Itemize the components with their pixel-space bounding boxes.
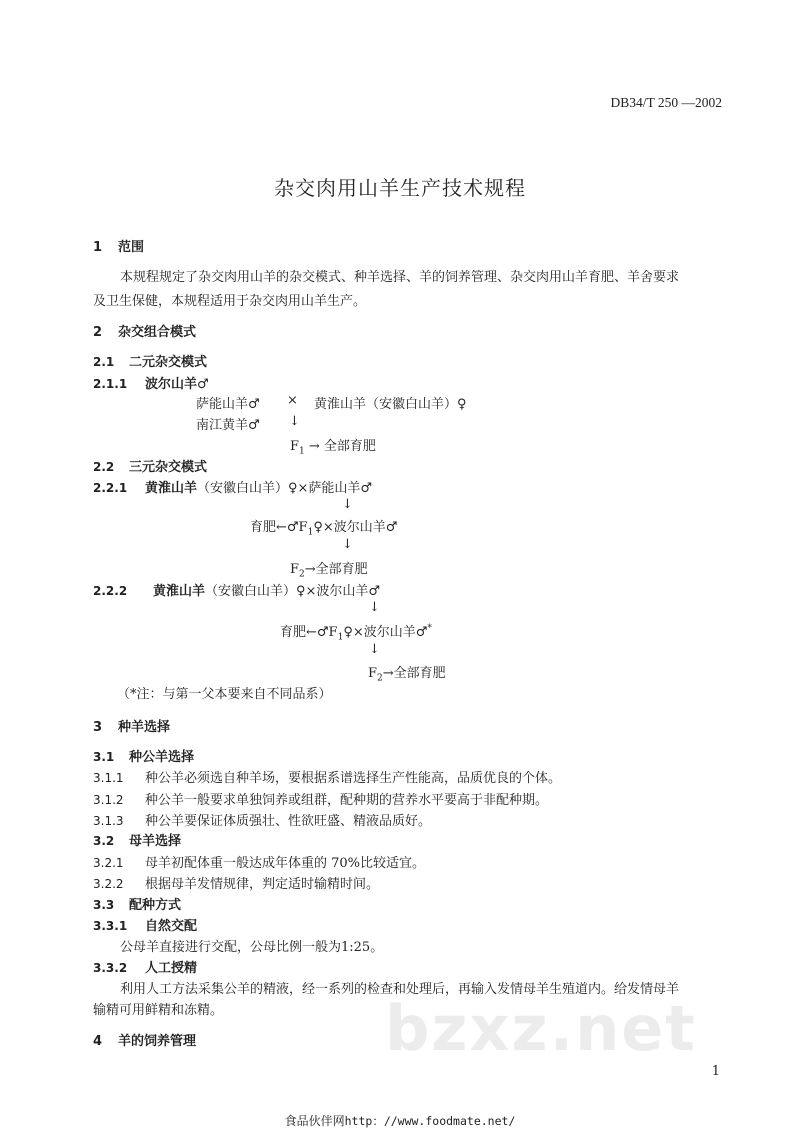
generation-subscript: 1 (299, 446, 305, 457)
subsection-title: 人工授精 (145, 961, 198, 976)
footnote-marker: * (427, 623, 432, 634)
clause-text: 母羊初配体重一般达成年体重的 70%比较适宜。 (145, 856, 426, 871)
generation-subscript: 1 (307, 527, 314, 538)
section-title: 种羊选择 (118, 720, 171, 735)
subsection-title: 母羊选择 (129, 834, 182, 849)
subsection-title: 波尔山羊♂ (145, 377, 209, 392)
section-number: 2 (93, 325, 103, 340)
generation-label: F (290, 562, 300, 577)
subsection-number: 2.2.2 (93, 584, 128, 598)
clause-3-1-3 (93, 810, 431, 829)
subsection-title: 配种方式 (129, 898, 182, 913)
subsection-3-3-2-heading (93, 957, 197, 976)
paragraph-line: 输精可用鲜精和冻精。 (93, 1003, 224, 1018)
down-arrow-icon: ↓ (342, 537, 353, 552)
footer (0, 1112, 800, 1129)
clause-3-2-2 (93, 873, 379, 892)
down-arrow-icon: ↓ (369, 600, 380, 615)
cross-text: ♀×波尔山羊♂ (313, 520, 398, 535)
clause-number: 3.2.1 (93, 856, 124, 870)
paragraph-line: 公母羊直接进行交配，公母比例一般为1:25。 (120, 940, 384, 955)
f1-result (290, 435, 376, 457)
subsection-number: 2.1.1 (93, 377, 128, 391)
footer-url[interactable]: http：//www.foodmate.net/ (344, 1114, 516, 1128)
standard-number: DB34/T 250 —2002 (610, 95, 722, 110)
clause-text: 根据母羊发情规律，判定适时输精时间。 (145, 877, 380, 892)
down-arrow-icon: ↓ (369, 642, 380, 657)
clause-3-1-2 (93, 789, 548, 808)
section-number: 4 (93, 1034, 103, 1049)
f1-cross (280, 621, 432, 643)
subsection-title: 二元杂交模式 (129, 355, 208, 370)
page-number: 1 (711, 1064, 720, 1079)
result-text: →全部育肥 (304, 562, 368, 577)
clause-number: 3.1.1 (93, 771, 124, 785)
breed-huanghuai: 黄淮山羊（安徽白山羊）♀ (314, 397, 467, 412)
generation-subscript: 1 (337, 632, 344, 643)
section-title: 杂交组合模式 (118, 325, 197, 340)
section-4-heading (93, 1030, 196, 1049)
section-3-heading (93, 716, 170, 735)
clause-number: 3.1.2 (93, 793, 124, 807)
cross-text: 育肥←♂F (280, 625, 338, 640)
subsection-3-3-heading (93, 894, 181, 913)
subsection-title-bold: 黄淮山羊 (145, 481, 198, 496)
subsection-2-1-1-heading (93, 373, 209, 392)
generation-subscript: 2 (299, 569, 305, 580)
clause-3-1-1 (93, 767, 561, 786)
subsection-3-3-1-heading (93, 915, 197, 934)
paragraph-line: 利用人工方法采集公羊的精液，经一系列的检查和处理后，再输入发情母羊生殖道内。给发情母羊 (120, 982, 680, 997)
subsection-number: 3.3.1 (93, 919, 128, 933)
section-title: 羊的饲养管理 (118, 1034, 197, 1049)
subsection-2-2-heading (93, 456, 207, 475)
section-number: 1 (93, 240, 103, 255)
section-number: 3 (93, 720, 103, 735)
subsection-title: 种公羊选择 (129, 750, 195, 765)
clause-text: 种公羊一般要求单独饲养或组群，配种期的营养水平要高于非配种期。 (145, 793, 549, 808)
subsection-title-rest: （安徽白山羊）♀×萨能山羊♂ (197, 481, 373, 496)
subsection-title-rest: （安徽白山羊）♀×波尔山羊♂ (205, 584, 381, 599)
subsection-3-2-heading (93, 830, 181, 849)
down-arrow-icon: ↓ (289, 414, 300, 429)
generation-label: F (290, 439, 300, 454)
clause-text: 种公羊要保证体质强壮、性欲旺盛、精液品质好。 (145, 814, 432, 829)
generation-subscript: 2 (377, 673, 383, 684)
subsection-3-1-heading (93, 746, 194, 765)
f2-result (290, 558, 368, 580)
subsection-title: 自然交配 (145, 919, 198, 934)
section-title: 范围 (118, 240, 145, 255)
document-title: 杂交肉用山羊生产技术规程 (274, 176, 526, 200)
f1-cross (250, 516, 397, 538)
clause-number: 3.2.2 (93, 877, 124, 891)
down-arrow-icon: ↓ (342, 497, 353, 512)
subsection-number: 2.2.1 (93, 481, 128, 495)
cross-text: 育肥←♂F (250, 520, 308, 535)
result-text: → 全部育肥 (304, 439, 376, 454)
subsection-number: 2.1 (93, 355, 115, 369)
subsection-number: 2.2 (93, 460, 115, 474)
subsection-2-2-2-heading (93, 580, 380, 599)
f2-result (368, 662, 446, 684)
breed-nanjiang: 南江黄羊♂ (196, 418, 260, 433)
footnote: （*注：与第一父本要来自不同品系） (117, 687, 332, 702)
subsection-title-bold: 黄淮山羊 (153, 584, 206, 599)
subsection-number: 3.3.2 (93, 961, 128, 975)
subsection-2-1-heading (93, 351, 207, 370)
clause-3-2-1 (93, 852, 425, 871)
subsection-2-2-1-heading (93, 477, 372, 496)
cross-text: ♀×波尔山羊♂ (343, 625, 428, 640)
cross-sign: × (287, 393, 298, 408)
paragraph-line: 及卫生保健，本规程适用于杂交肉用山羊生产。 (93, 294, 367, 309)
result-text: →全部育肥 (382, 666, 446, 681)
breed-saanen: 萨能山羊♂ (196, 397, 260, 412)
subsection-number: 3.3 (93, 898, 115, 912)
subsection-title: 三元杂交模式 (129, 460, 208, 475)
clause-number: 3.1.3 (93, 814, 124, 828)
subsection-number: 3.2 (93, 834, 115, 848)
generation-label: F (368, 666, 378, 681)
paragraph-line: 本规程规定了杂交肉用山羊的杂交模式、种羊选择、羊的饲养管理、杂交肉用山羊育肥、羊舍要求 (120, 270, 680, 285)
section-2-heading (93, 321, 196, 340)
footer-site-name: 食品伙伴网 (284, 1114, 345, 1128)
section-1-heading (93, 236, 144, 255)
subsection-number: 3.1 (93, 750, 115, 764)
clause-text: 种公羊必须选自种羊场，要根据系谱选择生产性能高，品质优良的个体。 (145, 771, 562, 786)
watermark: bzxz.net (385, 992, 697, 1065)
